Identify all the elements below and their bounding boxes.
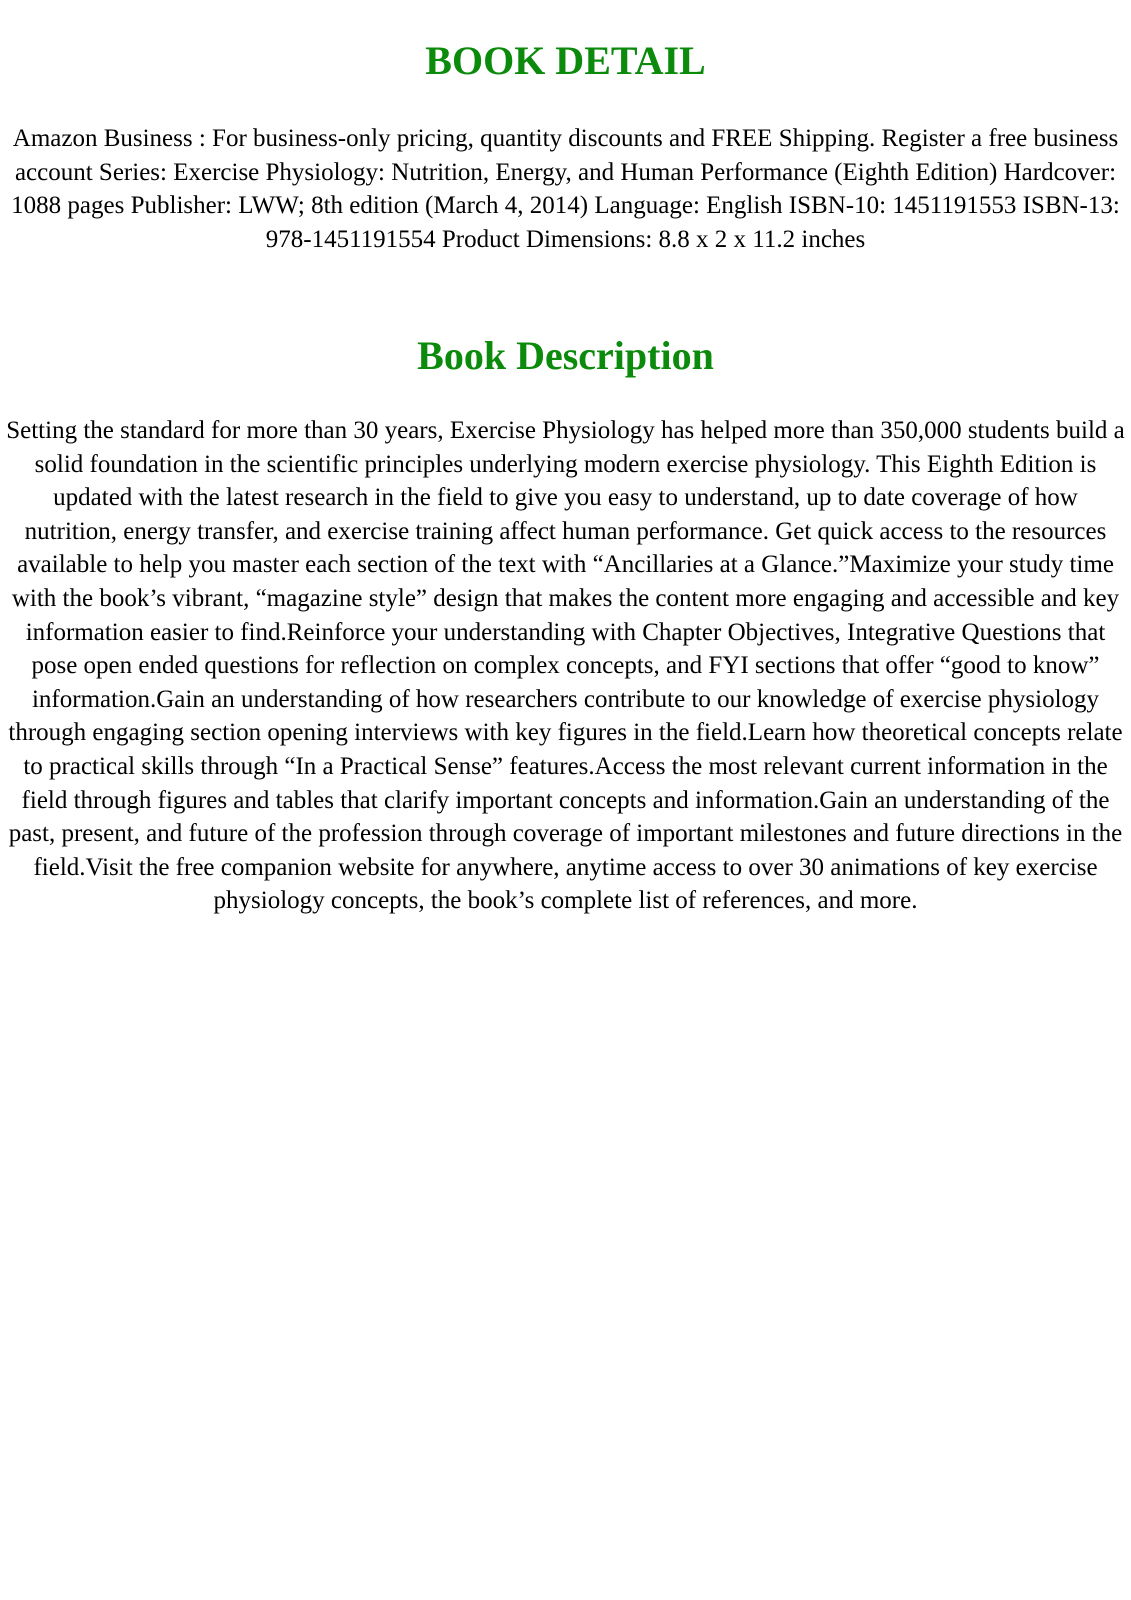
book-description-text: Setting the standard for more than 30 years, Exercise Physiology has helped more than 350,000 students build a solid foundation in the scientific principles underlying modern exercise physiology. This Eighth Edition is updated with the latest research in the field to give you easy to understand, up to date coverage of how nutrition, energy transfer, and exercise training affect human performance. Get quick access to the resources available to help you master each section of the text with “Ancillaries at a Glance.”Maximize your study time with the book’s vibrant, “magazine style” design that makes the content more engaging and accessible and key information easier to find.Reinforce your understanding with Chapter Objectives, Integrative Questions that pose open ended questions for reflection on complex concepts, and FYI sections that offer “good to know” information.Gain an understanding of how researchers contribute to our knowledge of exercise physiology through engaging section opening interviews with key figures in the field.Learn how theoretical concepts relate to practical skills through “In a Practical Sense” features.Access the most relevant current information in the field through figures and tables that clarify important concepts and information.Gain an understanding of the past, present, and future of the profession through coverage of important milestones and future directions in the field.Visit the free companion website for anywhere, anytime access to over 30 animations of key exercise physiology concepts, the book’s complete list of references, and more.: [6, 417, 1125, 915]
book-detail-text: Amazon Business : For business-only pricing, quantity discounts and FREE Shipping. Register a free business account Series: Exercise Physiology: Nutrition, Energy, and Human Performance (Eighth Edition) Hardcover: 1088 pages Publisher: LWW; 8th edition (March 4, 2014) Language: English ISBN-10: 1451191553 ISBN-13: 978-1451191554 Product Dimensions: 8.8 x 2 x 11.2 inches: [11, 125, 1120, 253]
book-detail-heading: BOOK DETAIL: [425, 38, 706, 83]
book-description-heading: Book Description: [417, 333, 714, 378]
